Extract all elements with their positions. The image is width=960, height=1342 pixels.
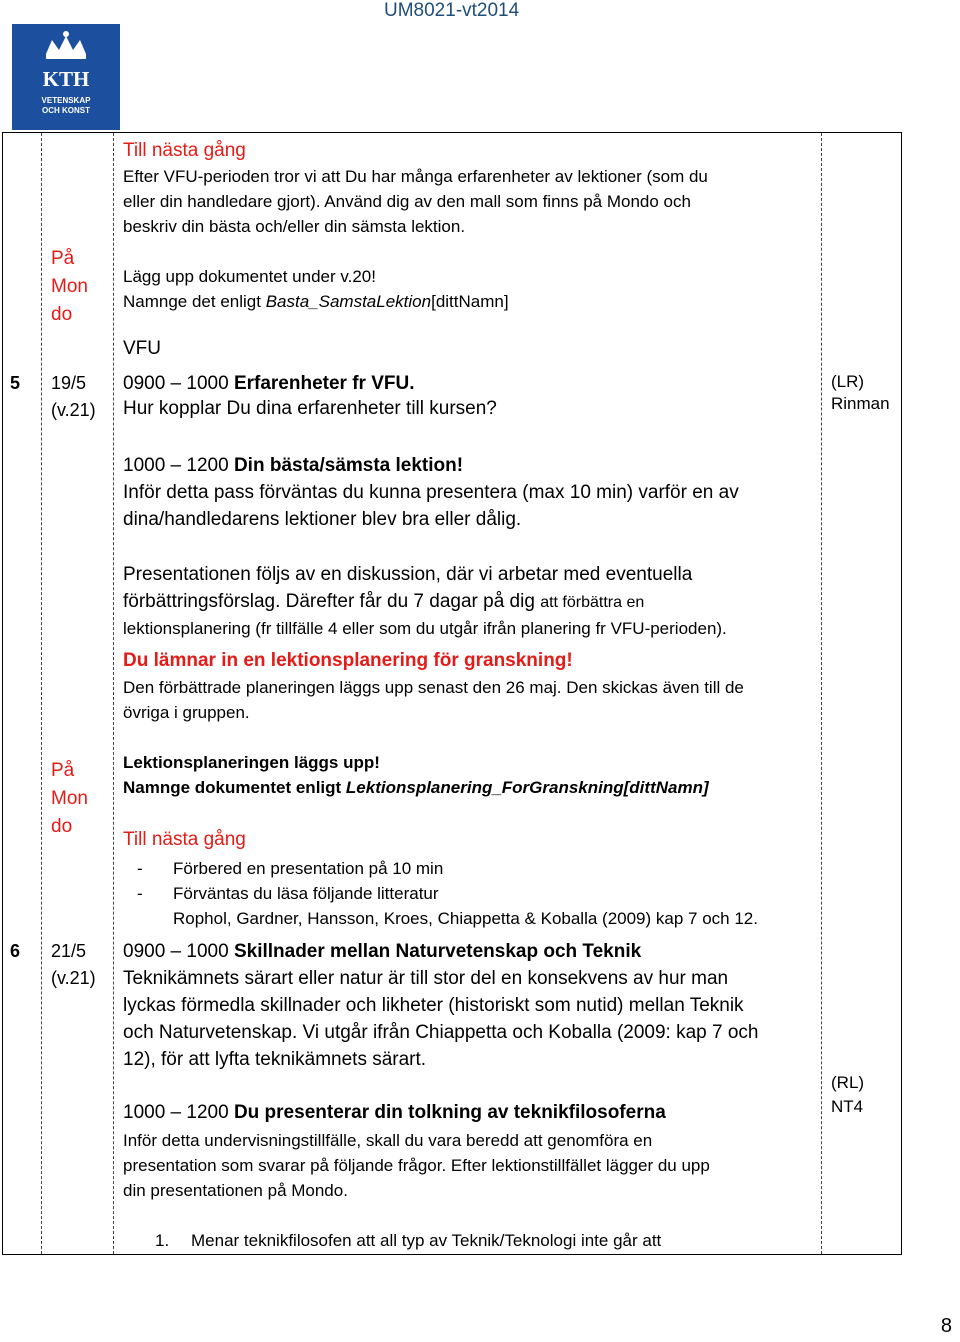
deadline-line: Den förbättrade planeringen läggs upp senast den 26 maj. Den skickas även till de [123, 678, 744, 697]
session-1-question: Hur kopplar Du dina erfarenheter till kursen? [123, 398, 497, 419]
intro-line: eller din handledare gjort). Använd dig av den mall som finns på Mondo och [123, 192, 691, 211]
column-divider [113, 133, 114, 1254]
logo-subtitle-1: VETENSKAP [41, 96, 91, 105]
teacher-code: (LR) [831, 372, 865, 391]
logo-subtitle-2: OCH KONST [42, 106, 90, 115]
week-ref: (v.21) [51, 968, 96, 988]
pa-mon-do-2: Mon [51, 276, 88, 297]
vfu-label: VFU [123, 338, 161, 359]
session-1-line: Teknikämnets särart eller natur är till stor del en konsekvens av hur man [123, 968, 729, 989]
pa-mon-do-1: På [51, 248, 75, 269]
column-divider [41, 133, 42, 1254]
pa-mon-do-3: do [51, 816, 73, 837]
next-time-heading: Till nästa gång [123, 829, 246, 850]
date: 21/5 [51, 941, 87, 961]
presentation-line: Presentationen följs av en diskussion, där vi arbetar med eventuella [123, 564, 693, 585]
submit-notice: Du lämnar in en lektionsplanering för granskning! [123, 650, 573, 671]
session-2-line: din presentationen på Mondo. [123, 1181, 348, 1200]
course-code-header: UM8021-vt2014 [384, 0, 520, 21]
pa-mon-do-3: do [51, 304, 73, 325]
session-2-line: Inför detta undervisningstillfälle, skall du vara beredd att genomföra en [123, 1131, 653, 1150]
page-number: 8 [940, 1315, 952, 1337]
presentation-line: lektionsplanering (fr tillfälle 4 eller som du utgår ifrån planering fr VFU-perioden). [123, 619, 727, 638]
schedule-table [2, 132, 902, 1255]
naming-instruction: Namnge dokumentet enligt Lektionsplanering_ForGranskning[dittNamn] [123, 778, 709, 797]
session-1-line: 12), för att lyfta teknikämnets särart. [123, 1049, 427, 1070]
session-1: 0900 – 1000 Skillnader mellan Naturvetenskap och Teknik [123, 941, 642, 962]
week-number: 6 [10, 941, 21, 961]
teacher-name: Rinman [831, 394, 890, 413]
session-2: 1000 – 1200 Du presenterar din tolkning av teknikfilosoferna [123, 1102, 666, 1123]
bullet-dash: - [137, 884, 143, 903]
bullet-item: Förbered en presentation på 10 min [173, 859, 444, 878]
bullet-item: Förväntas du läsa följande litteratur [173, 884, 439, 903]
column-divider [821, 133, 822, 1254]
bullet-dash: - [137, 859, 143, 878]
next-time-heading: Till nästa gång [123, 140, 246, 161]
naming-instruction: Namnge det enligt Basta_SamstaLektion[dittNamn] [123, 292, 509, 311]
teacher-name: NT4 [831, 1097, 864, 1116]
session-1: 0900 – 1000 Erfarenheter fr VFU. [123, 373, 415, 394]
pa-mon-do-2: Mon [51, 788, 88, 809]
session-1-line: lyckas förmedla skillnader och likheter (historiskt som nutid) mellan Teknik [123, 995, 744, 1016]
session-2-line: dina/handledarens lektioner blev bra eller dålig. [123, 509, 522, 530]
logo-text: KTH [42, 67, 90, 91]
intro-line: beskriv din bästa och/eller din sämsta lektion. [123, 217, 466, 236]
question-text: Menar teknikfilosofen att all typ av Teknik/Teknologi inte går att [191, 1231, 662, 1250]
week-number: 5 [10, 373, 21, 393]
session-2-line: presentation som svarar på följande frågor. Efter lektionstillfället lägger du upp [123, 1156, 710, 1175]
literature-ref: Rophol, Gardner, Hansson, Kroes, Chiappetta & Koballa (2009) kap 7 och 12. [173, 909, 758, 928]
week-ref: (v.21) [51, 400, 96, 420]
teacher-code: (RL) [831, 1073, 865, 1092]
date: 19/5 [51, 373, 87, 393]
session-2-line: Inför detta pass förväntas du kunna presentera (max 10 min) varför en av [123, 482, 739, 503]
deadline-line: övriga i gruppen. [123, 703, 250, 722]
question-number: 1. [155, 1231, 170, 1250]
upload-title: Lektionsplaneringen läggs upp! [123, 753, 380, 772]
upload-instruction: Lägg upp dokumentet under v.20! [123, 267, 376, 286]
session-2: 1000 – 1200 Din bästa/sämsta lektion! [123, 455, 464, 476]
intro-line: Efter VFU-perioden tror vi att Du har många erfarenheter av lektioner (som du [123, 167, 708, 186]
presentation-line: förbättringsförslag. Därefter får du 7 dagar på dig att förbättra en [123, 591, 645, 612]
kth-logo [12, 24, 120, 130]
pa-mon-do-1: På [51, 760, 75, 781]
session-1-line: och Naturvetenskap. Vi utgår ifrån Chiappetta och Koballa (2009: kap 7 och [123, 1022, 759, 1043]
